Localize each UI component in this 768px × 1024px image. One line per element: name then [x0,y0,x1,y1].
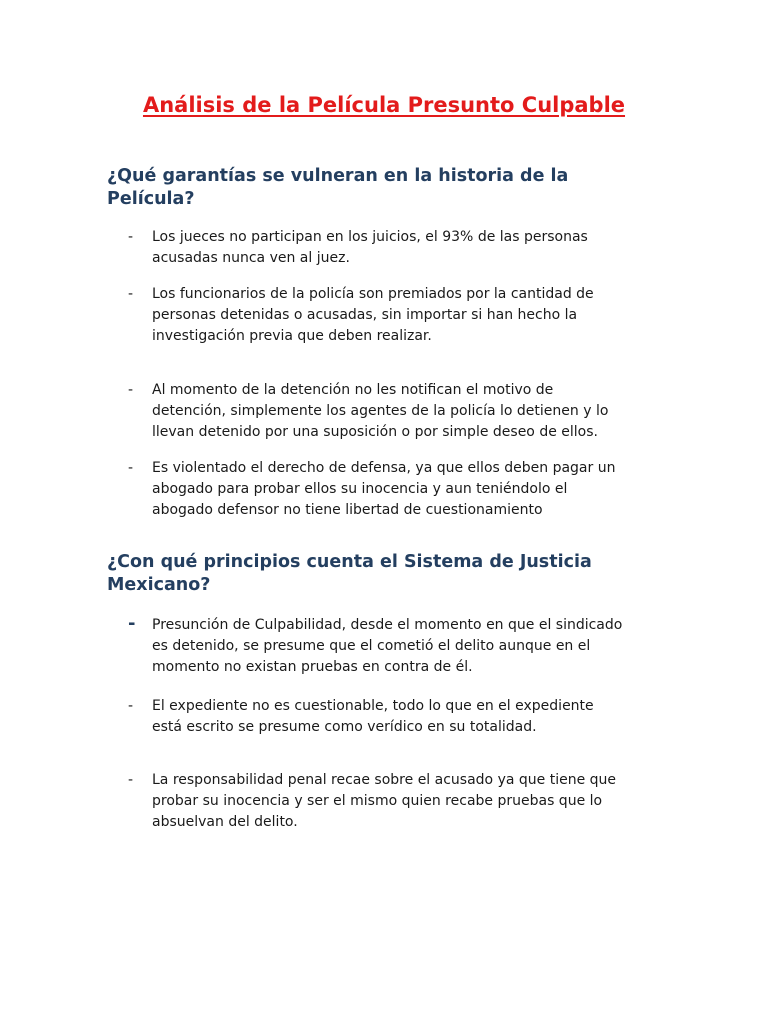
text-line: detención, simplemente los agentes de la policía lo detienen y lo [152,403,609,419]
text-line: El expediente no es cuestionable, todo lo que en el expediente [152,698,594,714]
text-line: Presunción de Culpabilidad, desde el momento en que el sindicado [152,617,623,633]
bullet-dash: - [128,460,134,476]
section-heading-principles: ¿Con qué principios cuenta el Sistema de Justicia Mexicano? [107,552,592,595]
list-item-text [152,458,662,521]
text-line: investigación previa que deben realizar. [152,328,432,344]
text-line: personas detenidas o acusadas, sin importar si han hecho la [152,307,578,323]
bullet-dash: - [128,698,134,714]
text-line: está escrito se presume como verídico en su totalidad. [152,719,537,735]
text-line: Es violentado el derecho de defensa, ya que ellos deben pagar un [152,460,616,476]
list-item-text [152,615,662,678]
list-item-text [152,770,662,833]
bullet-dash: - [128,229,134,245]
text-line: probar su inocencia y ser el mismo quien recabe pruebas que lo [152,793,603,809]
text-line: llevan detenido por una suposición o por simple deseo de ellos. [152,424,598,440]
text-line: abogado defensor no tiene libertad de cuestionamiento [152,502,543,518]
list-item-text [152,380,662,443]
bullet-dash: - [128,772,134,788]
text-line: abogado para probar ellos su inocencia y aun teniéndolo el [152,481,568,497]
section-heading-guarantees: ¿Qué garantías se vulneran en la historia de la Película? [107,166,569,209]
list-item-text [152,227,662,269]
text-line: es detenido, se presume que el cometió el delito aunque en el [152,638,591,654]
document-title: Análisis de la Película Presunto Culpable [142,93,626,117]
bullet-dash: - [128,613,136,634]
text-line: Al momento de la detención no les notifican el motivo de [152,382,554,398]
bullet-dash: - [128,286,134,302]
text-line: absuelvan del delito. [152,814,298,830]
text-line: La responsabilidad penal recae sobre el acusado ya que tiene que [152,772,617,788]
text-line: Los funcionarios de la policía son premiados por la cantidad de [152,286,594,302]
bullet-dash: - [128,382,134,398]
text-line: Los jueces no participan en los juicios, el 93% de las personas [152,229,588,245]
text-line: momento no existan pruebas en contra de él. [152,659,473,675]
list-item-text [152,696,662,738]
text-line: acusadas nunca ven al juez. [152,250,350,266]
list-item-text [152,284,662,347]
